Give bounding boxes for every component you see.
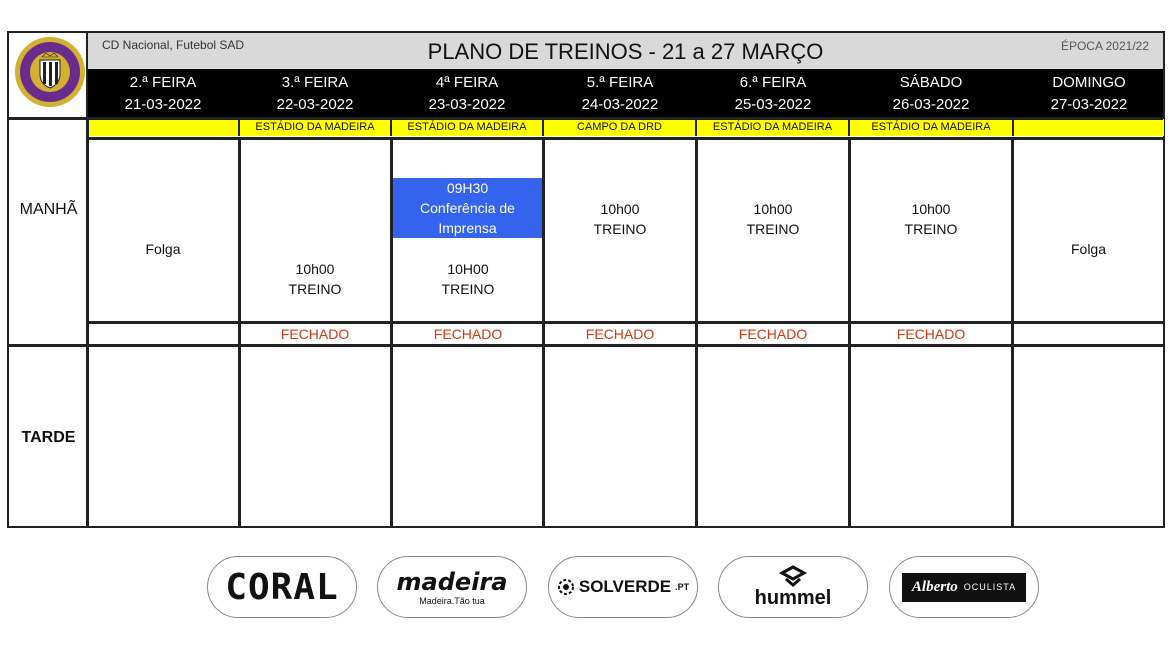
day-date: 25-03-2022 (734, 96, 812, 113)
day-header-tue (240, 69, 390, 117)
row-label-afternoon: TARDE (21, 429, 76, 446)
day-header-sun (1014, 69, 1164, 117)
madeira-wordmark: madeira (396, 568, 508, 596)
training-plan-sheet (7, 31, 1165, 528)
press-conference-block (393, 178, 542, 238)
day-date: 26-03-2022 (892, 96, 970, 113)
day-header-bar (88, 69, 1163, 117)
day-date: 27-03-2022 (1050, 96, 1128, 113)
club-crest-logo (13, 35, 87, 109)
morning-fri-activity: TREINO (746, 221, 800, 237)
venue-fri: ESTÁDIO DA MADEIRA (697, 119, 850, 136)
club-name: CD Nacional, Futebol SAD (102, 38, 245, 52)
divider (9, 344, 1163, 347)
alberto-badge (902, 573, 1026, 602)
day-header-wed (392, 69, 542, 117)
venue-mon (88, 119, 240, 136)
day-name: 5.ª FEIRA (586, 74, 654, 91)
morning-tue-activity: TREINO (288, 281, 342, 297)
title-bar (88, 33, 1163, 70)
morning-sat-activity: TREINO (904, 221, 958, 237)
sponsor-madeira-logo (377, 556, 527, 618)
solverde-suffix: .PT (675, 582, 690, 592)
day-date: 22-03-2022 (276, 96, 354, 113)
hummel-wordmark: hummel (754, 586, 832, 609)
press-time: 09H30 (446, 180, 489, 196)
day-name: SÁBADO (899, 74, 963, 91)
morning-mon: Folga (145, 241, 181, 257)
access-thu: FECHADO (585, 326, 655, 342)
day-header-mon (88, 69, 238, 117)
venue-thu: CAMPO DA DRD (544, 119, 697, 136)
morning-thu-activity: TREINO (593, 221, 647, 237)
day-date: 24-03-2022 (581, 96, 659, 113)
day-name: DOMINGO (1052, 74, 1126, 91)
logo-cell (9, 33, 88, 117)
access-tue: FECHADO (280, 326, 350, 342)
sponsor-alberto-oculista-logo (889, 556, 1039, 618)
day-header-thu (544, 69, 696, 117)
day-date: 21-03-2022 (124, 96, 202, 113)
morning-sun: Folga (1070, 241, 1107, 257)
venue-sat: ESTÁDIO DA MADEIRA (850, 119, 1014, 136)
venue-wed: ESTÁDIO DA MADEIRA (392, 119, 544, 136)
solverde-name: SOLVERDE (578, 577, 672, 596)
coral-wordmark: CORAL (225, 566, 339, 608)
access-fri: FECHADO (738, 326, 808, 342)
morning-fri-time: 10h00 (753, 201, 793, 217)
season-label: ÉPOCA 2021/22 (1060, 39, 1149, 53)
day-name: 4ª FEIRA (435, 74, 499, 91)
access-sat: FECHADO (896, 326, 966, 342)
morning-thu-time: 10h00 (600, 201, 640, 217)
divider (9, 117, 1163, 120)
venue-tue: ESTÁDIO DA MADEIRA (240, 119, 392, 136)
venue-bar (88, 119, 1163, 137)
divider (88, 137, 1163, 140)
morning-sat-time: 10h00 (911, 201, 951, 217)
morning-wed-activity: TREINO (441, 281, 495, 297)
day-name: 3.ª FEIRA (281, 74, 349, 91)
madeira-tagline: Madeira.Tão tua (419, 596, 485, 606)
day-header-fri (697, 69, 849, 117)
press-line: Conferência de (420, 200, 515, 216)
sponsor-hummel-logo (718, 556, 868, 618)
solverde-wordmark (557, 577, 689, 597)
morning-wed-time: 10H00 (447, 261, 489, 277)
day-name: 2.ª FEIRA (129, 74, 197, 91)
day-header-sat (850, 69, 1012, 117)
solverde-sun-icon (557, 578, 575, 596)
venue-sun (1014, 119, 1164, 136)
sponsor-coral-logo (207, 556, 357, 618)
row-label-morning: MANHÃ (19, 201, 78, 218)
day-date: 23-03-2022 (428, 96, 506, 113)
press-line: Imprensa (438, 220, 497, 236)
page-title: PLANO DE TREINOS - 21 a 27 MARÇO (427, 39, 824, 64)
alberto-name: Alberto (911, 578, 958, 595)
divider (1011, 137, 1014, 528)
hummel-bee-icon (778, 565, 808, 587)
sponsor-solverde-logo (548, 556, 698, 618)
alberto-suffix: OCULISTA (963, 582, 1017, 592)
day-name: 6.ª FEIRA (739, 74, 807, 91)
divider (88, 321, 1163, 324)
access-wed: FECHADO (433, 326, 503, 342)
morning-tue-time: 10h00 (295, 261, 335, 277)
